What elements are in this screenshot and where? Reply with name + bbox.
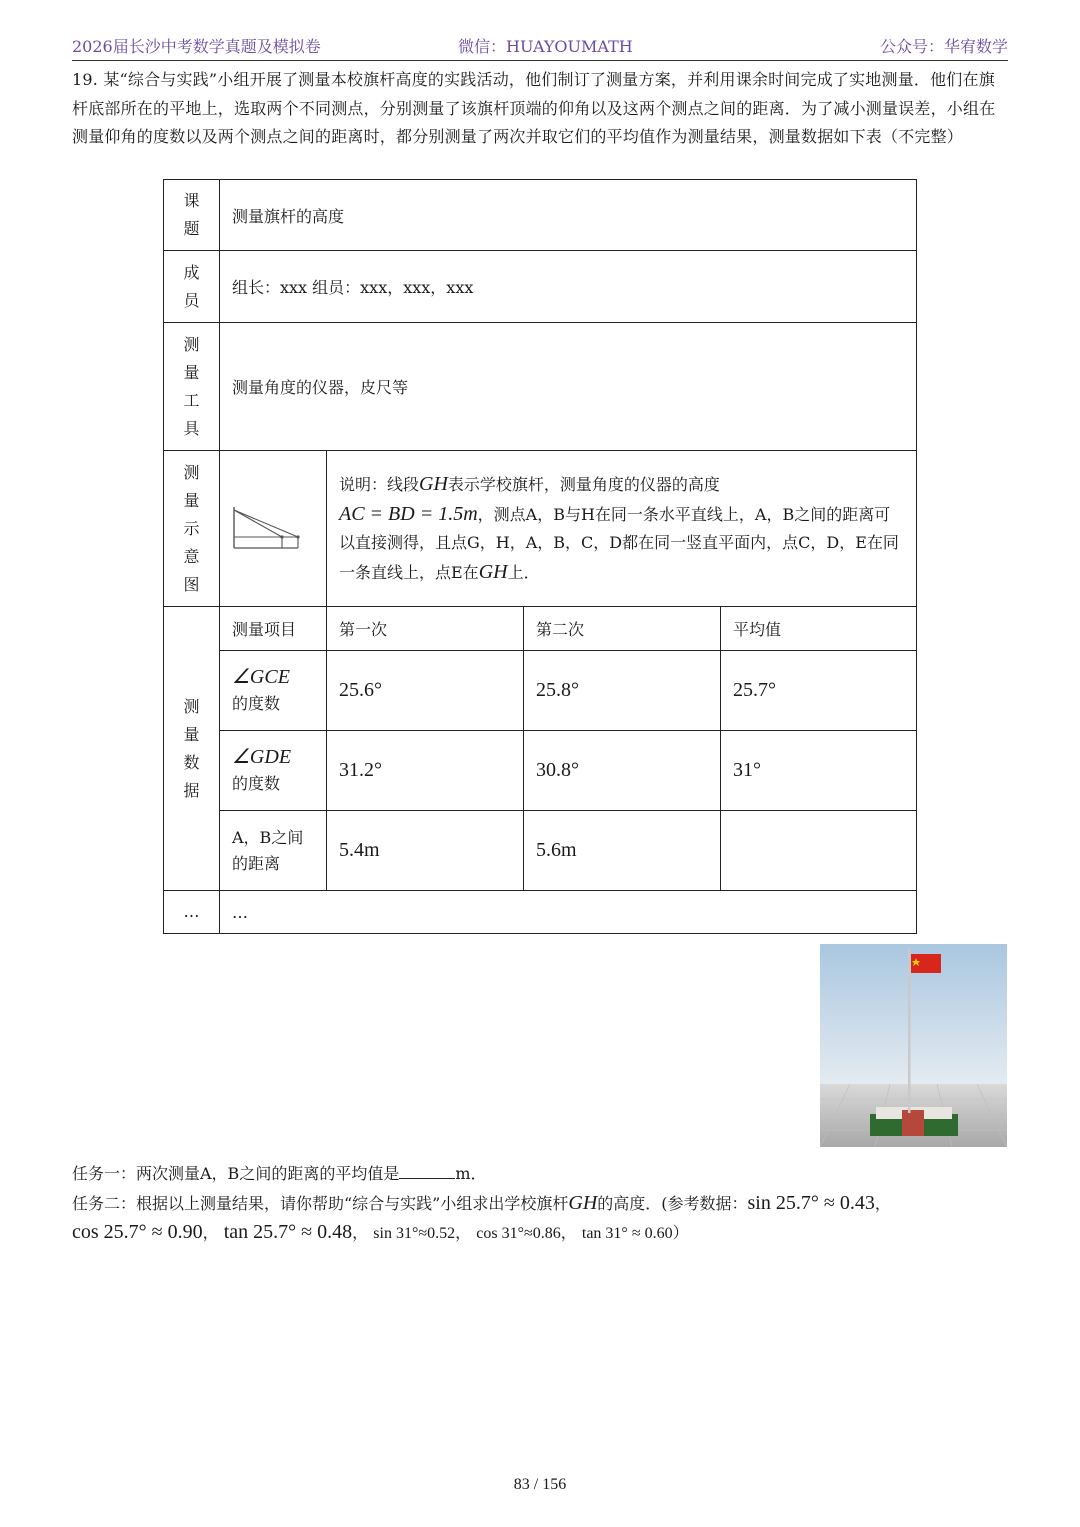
ellipsis-right: … <box>220 891 917 934</box>
row-average: 31° <box>721 731 917 811</box>
row-item: A，B之间 的距离 <box>220 811 327 891</box>
row-average <box>721 811 917 891</box>
table-row-tools <box>164 323 917 451</box>
row-first: 5.4m <box>327 811 524 891</box>
diagram-description <box>327 451 917 607</box>
table-row <box>164 651 917 731</box>
note-part-4: 上． <box>507 562 540 582</box>
table-row-topic <box>164 180 917 251</box>
diagram-label: 测量示意图 <box>164 451 220 607</box>
table-row <box>164 811 917 891</box>
col-header-item: 测量项目 <box>220 607 327 651</box>
table-row-members <box>164 251 917 323</box>
table-row-diagram <box>164 451 917 607</box>
note-formula: AC = BD = 1.5m <box>339 502 478 525</box>
col-header-average: 平均值 <box>721 607 917 651</box>
row-average: 25.7° <box>721 651 917 731</box>
table-row-ellipsis <box>164 891 917 934</box>
task-two: 任务二：根据以上测量结果，请你帮助“综合与实践”小组求出学校旗杆GH的高度．(参考数据：sin 25.7° ≈ 0.43， cos 25.7° ≈ 0.90， tan 25.7° ≈ 0.48， sin 31°≈0.52， cos 31°≈0.86， tan 31° ≈ 0.60） <box>72 1191 891 1243</box>
task-one: 任务一：两次测量A，B之间的距离的平均值是 m． <box>72 1160 1008 1189</box>
ellipsis-left: … <box>164 891 220 934</box>
row-second: 30.8° <box>524 731 721 811</box>
tasks-section <box>72 1160 1008 1249</box>
header-account: 公众号：华宥数学 <box>879 37 1008 56</box>
measurement-table <box>163 179 917 934</box>
page-number: 83 / 156 <box>513 1476 567 1493</box>
note-part-2: 表示学校旗杆，测量角度的仪器的高度 <box>447 475 720 494</box>
row-first: 31.2° <box>327 731 524 811</box>
topic-value: 测量旗杆的高度 <box>220 180 917 251</box>
note-part-3: ，测点A，B与H在同一条水平直线上，A，B之间的距离可以直接测得，且点G，H，A，B，C，D都在同一竖直平面内，点C，D，E在同一条直线上，点E在 <box>339 504 899 582</box>
flagpole-diagram <box>220 452 325 602</box>
flagpole-photo <box>820 944 1007 1147</box>
row-item: ∠GCE 的度数 <box>220 651 327 731</box>
diagram-figure-cell <box>220 451 327 607</box>
tools-value: 测量角度的仪器，皮尺等 <box>220 323 917 451</box>
row-second: 25.8° <box>524 651 721 731</box>
table-row <box>164 731 917 811</box>
tools-label: 测量工具 <box>164 323 220 451</box>
header-title: 2026届长沙中考数学真题及模拟卷 <box>72 37 321 56</box>
row-first: 25.6° <box>327 651 524 731</box>
col-header-first: 第一次 <box>327 607 524 651</box>
members-label: 成员 <box>164 251 220 323</box>
col-header-second: 第二次 <box>524 607 721 651</box>
header-divider <box>72 60 1008 61</box>
page-header <box>72 34 1008 60</box>
header-wechat: 微信：HUAYOUMATH <box>458 37 633 56</box>
note-gh-2: GH <box>478 560 508 583</box>
answer-blank[interactable] <box>399 1160 455 1179</box>
members-value: 组长：xxx 组员：xxx，xxx，xxx <box>220 251 917 323</box>
row-second: 5.6m <box>524 811 721 891</box>
topic-label: 课题 <box>164 180 220 251</box>
row-item: ∠GDE 的度数 <box>220 731 327 811</box>
note-gh: GH <box>419 473 448 495</box>
note-part-1: 说明：线段 <box>339 475 420 494</box>
table-header-row <box>164 607 917 651</box>
question-text: 19. 某“综合与实践”小组开展了测量本校旗杆高度的实践活动，他们制订了测量方案，并利用课余时间完成了实地测量．他们在旗杆底部所在的平地上，选取两个不同测点，分别测量了该旗杆顶端的仰角以及这两个测点之间的距离．为了减小测量误差，小组在测量仰角的度数以及两个测点之间的距离时，都分别测量了两次并取它们的平均值作为测量结果，测量数据如下表（不完整） <box>72 70 996 146</box>
data-label: 测量数据 <box>164 607 220 891</box>
